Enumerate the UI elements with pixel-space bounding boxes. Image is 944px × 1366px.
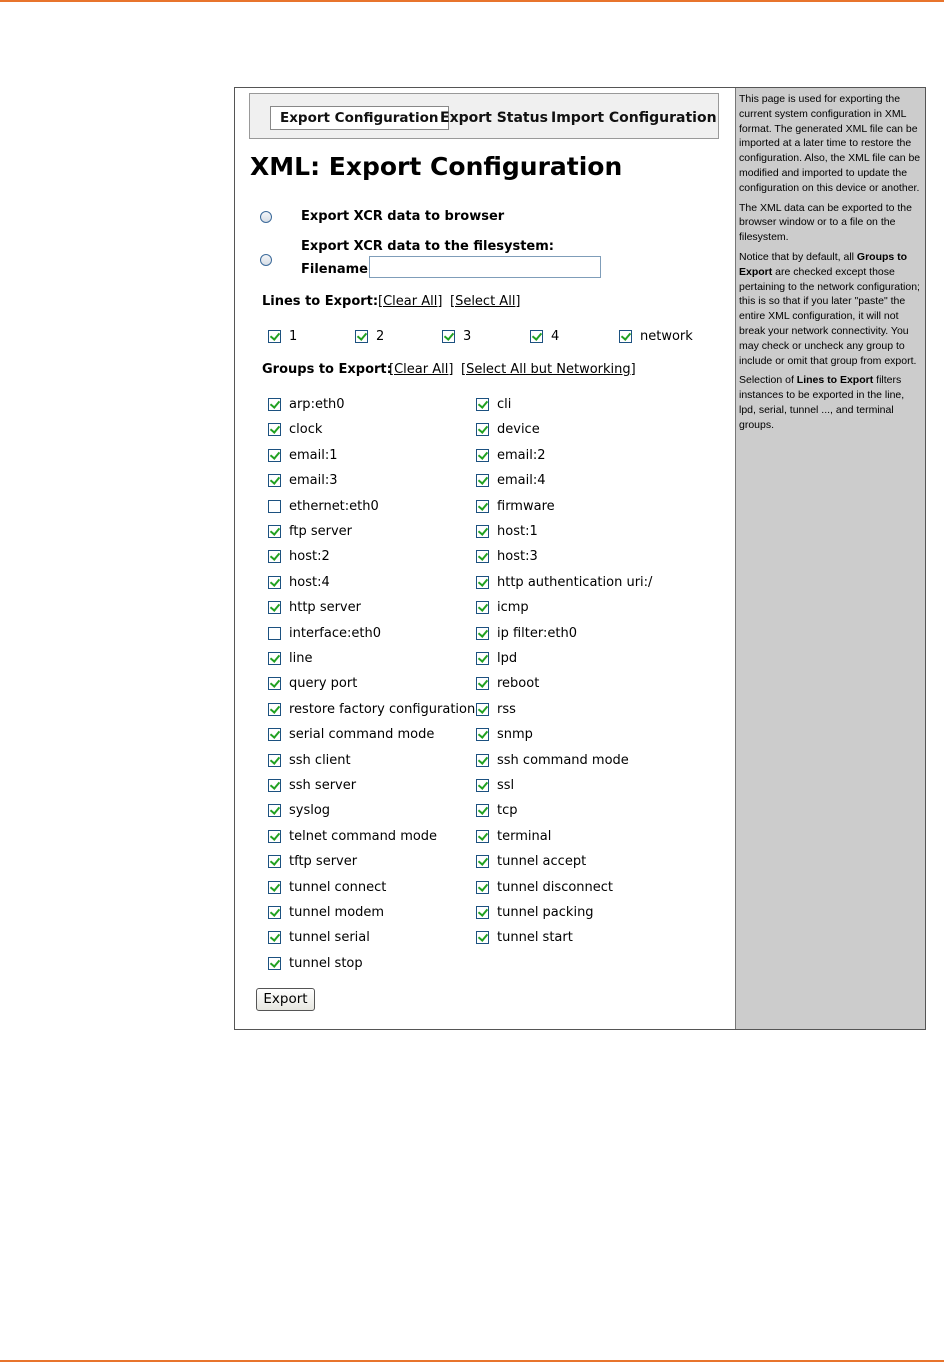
group-ssh-client-checkbox[interactable] xyxy=(268,754,281,767)
group-cli-checkbox[interactable] xyxy=(476,398,489,411)
group-interface-eth0-checkbox[interactable] xyxy=(268,627,281,640)
export-button[interactable]: Export xyxy=(256,988,315,1011)
group-reboot-label: reboot xyxy=(497,676,540,691)
line-network-label: network xyxy=(640,329,693,344)
group-syslog-label: syslog xyxy=(289,803,331,818)
group-ftp-server-checkbox[interactable] xyxy=(268,525,281,538)
group-ssh-server-label: ssh server xyxy=(289,778,357,793)
group-email-2-checkbox[interactable] xyxy=(476,449,489,462)
group-tunnel-disconnect-label: tunnel disconnect xyxy=(497,880,614,895)
groups-clear-all-link[interactable]: [Clear All] xyxy=(389,362,454,377)
group-host-4-checkbox[interactable] xyxy=(268,576,281,589)
group-rss-label: rss xyxy=(497,702,516,717)
help-paragraph-4 xyxy=(739,373,923,432)
export-filesystem-radio[interactable] xyxy=(260,254,272,266)
group-clock-label: clock xyxy=(289,422,323,437)
group-email-4-label: email:4 xyxy=(497,473,546,488)
group-ssh-client-label: ssh client xyxy=(289,753,351,768)
main-panel xyxy=(235,88,735,1029)
group-snmp-label: snmp xyxy=(497,727,533,742)
group-host-3-checkbox[interactable] xyxy=(476,550,489,563)
group-http-authentication-uri-checkbox[interactable] xyxy=(476,576,489,589)
filename-label: Filename xyxy=(301,262,368,277)
tab-export-configuration[interactable]: Export Configuration xyxy=(270,106,449,130)
group-query-port-checkbox[interactable] xyxy=(268,677,281,690)
group-telnet-command-mode-label: telnet command mode xyxy=(289,829,438,844)
group-firmware-label: firmware xyxy=(497,499,555,514)
group-ssl-checkbox[interactable] xyxy=(476,779,489,792)
group-tunnel-start-checkbox[interactable] xyxy=(476,931,489,944)
group-tunnel-accept-checkbox[interactable] xyxy=(476,855,489,868)
line-1-checkbox[interactable] xyxy=(268,330,281,343)
help-p4-text: Selection of xyxy=(739,374,797,387)
group-email-2-label: email:2 xyxy=(497,448,546,463)
group-tcp-checkbox[interactable] xyxy=(476,804,489,817)
group-terminal-checkbox[interactable] xyxy=(476,830,489,843)
group-host-1-checkbox[interactable] xyxy=(476,525,489,538)
group-tunnel-serial-label: tunnel serial xyxy=(289,930,370,945)
group-ip-filter-eth0-checkbox[interactable] xyxy=(476,627,489,640)
config-frame xyxy=(234,87,926,1030)
group-tunnel-stop-checkbox[interactable] xyxy=(268,957,281,970)
line-3-checkbox[interactable] xyxy=(442,330,455,343)
group-terminal-label: terminal xyxy=(497,829,552,844)
help-panel xyxy=(735,88,925,1029)
group-tunnel-start-label: tunnel start xyxy=(497,930,573,945)
group-ssh-server-checkbox[interactable] xyxy=(268,779,281,792)
group-rss-checkbox[interactable] xyxy=(476,703,489,716)
group-email-3-checkbox[interactable] xyxy=(268,474,281,487)
line-3-label: 3 xyxy=(463,329,472,344)
group-http-server-label: http server xyxy=(289,600,361,615)
line-4-checkbox[interactable] xyxy=(530,330,543,343)
group-device-checkbox[interactable] xyxy=(476,423,489,436)
group-tunnel-disconnect-checkbox[interactable] xyxy=(476,881,489,894)
help-paragraph-3 xyxy=(739,250,923,368)
group-snmp-checkbox[interactable] xyxy=(476,728,489,741)
group-tcp-label: tcp xyxy=(497,803,518,818)
group-host-4-label: host:4 xyxy=(289,575,330,590)
group-icmp-checkbox[interactable] xyxy=(476,601,489,614)
group-reboot-checkbox[interactable] xyxy=(476,677,489,690)
help-paragraph-2: The XML data can be exported to the browser window or to a file on the filesystem. xyxy=(739,201,912,244)
group-http-server-checkbox[interactable] xyxy=(268,601,281,614)
group-http-authentication-uri-label: http authentication uri:/ xyxy=(497,575,653,590)
group-ip-filter-eth0-label: ip filter:eth0 xyxy=(497,626,577,641)
group-lpd-label: lpd xyxy=(497,651,518,666)
lines-to-export-label: Lines to Export: xyxy=(262,294,379,309)
group-cli-label: cli xyxy=(497,397,512,412)
group-firmware-checkbox[interactable] xyxy=(476,500,489,513)
group-tunnel-connect-checkbox[interactable] xyxy=(268,881,281,894)
tab-bar xyxy=(249,93,719,139)
group-tunnel-modem-label: tunnel modem xyxy=(289,905,385,920)
group-email-3-label: email:3 xyxy=(289,473,338,488)
group-tunnel-connect-label: tunnel connect xyxy=(289,880,387,895)
help-p3-bold: Groups to Export xyxy=(739,250,908,278)
export-browser-label: Export XCR data to browser xyxy=(301,209,505,224)
group-serial-command-mode-checkbox[interactable] xyxy=(268,728,281,741)
filename-input[interactable] xyxy=(369,256,601,278)
group-tunnel-stop-label: tunnel stop xyxy=(289,956,363,971)
group-tftp-server-checkbox[interactable] xyxy=(268,855,281,868)
lines-clear-all-link[interactable]: [Clear All] xyxy=(378,294,443,309)
group-email-1-checkbox[interactable] xyxy=(268,449,281,462)
group-host-1-label: host:1 xyxy=(497,524,538,539)
group-host-2-label: host:2 xyxy=(289,549,330,564)
groups-to-export-label: Groups to Export: xyxy=(262,362,392,377)
group-arp-eth0-checkbox[interactable] xyxy=(268,398,281,411)
help-paragraph-1: This page is used for exporting the current system configuration in XML format. The generated XML file can be imported at a later time to restore the configuration. Also, the XML file can be modified and imported to update the configuration on this device or another. xyxy=(739,93,921,194)
group-line-label: line xyxy=(289,651,313,666)
group-email-1-label: email:1 xyxy=(289,448,338,463)
group-serial-command-mode-label: serial command mode xyxy=(289,727,435,742)
group-restore-factory-configuration-checkbox[interactable] xyxy=(268,703,281,716)
export-filesystem-label: Export XCR data to the filesystem: xyxy=(301,239,554,254)
page-title: XML: Export Configuration xyxy=(250,152,623,181)
group-ssh-command-mode-label: ssh command mode xyxy=(497,753,629,768)
group-ethernet-eth0-checkbox[interactable] xyxy=(268,500,281,513)
help-p4-text-end: filters instances to be exported in the line, lpd, serial, tunnel ..., and terminal groups. xyxy=(739,374,905,431)
lines-select-all-link[interactable]: [Select All] xyxy=(450,294,521,309)
footer-rule xyxy=(0,1360,944,1362)
header-rule xyxy=(0,0,944,2)
group-ssl-label: ssl xyxy=(497,778,515,793)
group-lpd-checkbox[interactable] xyxy=(476,652,489,665)
group-tunnel-serial-checkbox[interactable] xyxy=(268,931,281,944)
tab-export-status[interactable]: Export Status xyxy=(440,110,548,126)
group-arp-eth0-label: arp:eth0 xyxy=(289,397,345,412)
line-1-label: 1 xyxy=(289,329,298,344)
group-email-4-checkbox[interactable] xyxy=(476,474,489,487)
line-4-label: 4 xyxy=(551,329,560,344)
group-tunnel-accept-label: tunnel accept xyxy=(497,854,587,869)
group-ethernet-eth0-label: ethernet:eth0 xyxy=(289,499,379,514)
line-network-checkbox[interactable] xyxy=(619,330,632,343)
help-p4-bold: Lines to Export xyxy=(796,374,874,387)
export-browser-radio[interactable] xyxy=(260,211,272,223)
help-p3-text-end: are checked except those pertaining to the network configuration; this is so that if you later "paste" the entire XML configuration, it will not break your network connectivity. You may check or uncheck any group to include or omit that group from export. xyxy=(739,265,920,367)
group-tunnel-modem-checkbox[interactable] xyxy=(268,906,281,919)
group-line-checkbox[interactable] xyxy=(268,652,281,665)
group-ftp-server-label: ftp server xyxy=(289,524,352,539)
group-device-label: device xyxy=(497,422,540,437)
group-tunnel-packing-label: tunnel packing xyxy=(497,905,594,920)
group-restore-factory-configuration-label: restore factory configuration xyxy=(289,702,476,717)
group-interface-eth0-label: interface:eth0 xyxy=(289,626,381,641)
tab-import-configuration[interactable]: Import Configuration xyxy=(551,110,717,126)
group-syslog-checkbox[interactable] xyxy=(268,804,281,817)
help-p3-text: Notice that by default, all xyxy=(739,250,857,263)
groups-select-all-but-networking-link[interactable]: [Select All but Networking] xyxy=(461,362,636,377)
group-icmp-label: icmp xyxy=(497,600,529,615)
group-telnet-command-mode-checkbox[interactable] xyxy=(268,830,281,843)
group-host-2-checkbox[interactable] xyxy=(268,550,281,563)
group-tftp-server-label: tftp server xyxy=(289,854,358,869)
group-clock-checkbox[interactable] xyxy=(268,423,281,436)
group-host-3-label: host:3 xyxy=(497,549,538,564)
group-ssh-command-mode-checkbox[interactable] xyxy=(476,754,489,767)
line-2-checkbox[interactable] xyxy=(355,330,368,343)
group-tunnel-packing-checkbox[interactable] xyxy=(476,906,489,919)
line-2-label: 2 xyxy=(376,329,385,344)
group-query-port-label: query port xyxy=(289,676,358,691)
